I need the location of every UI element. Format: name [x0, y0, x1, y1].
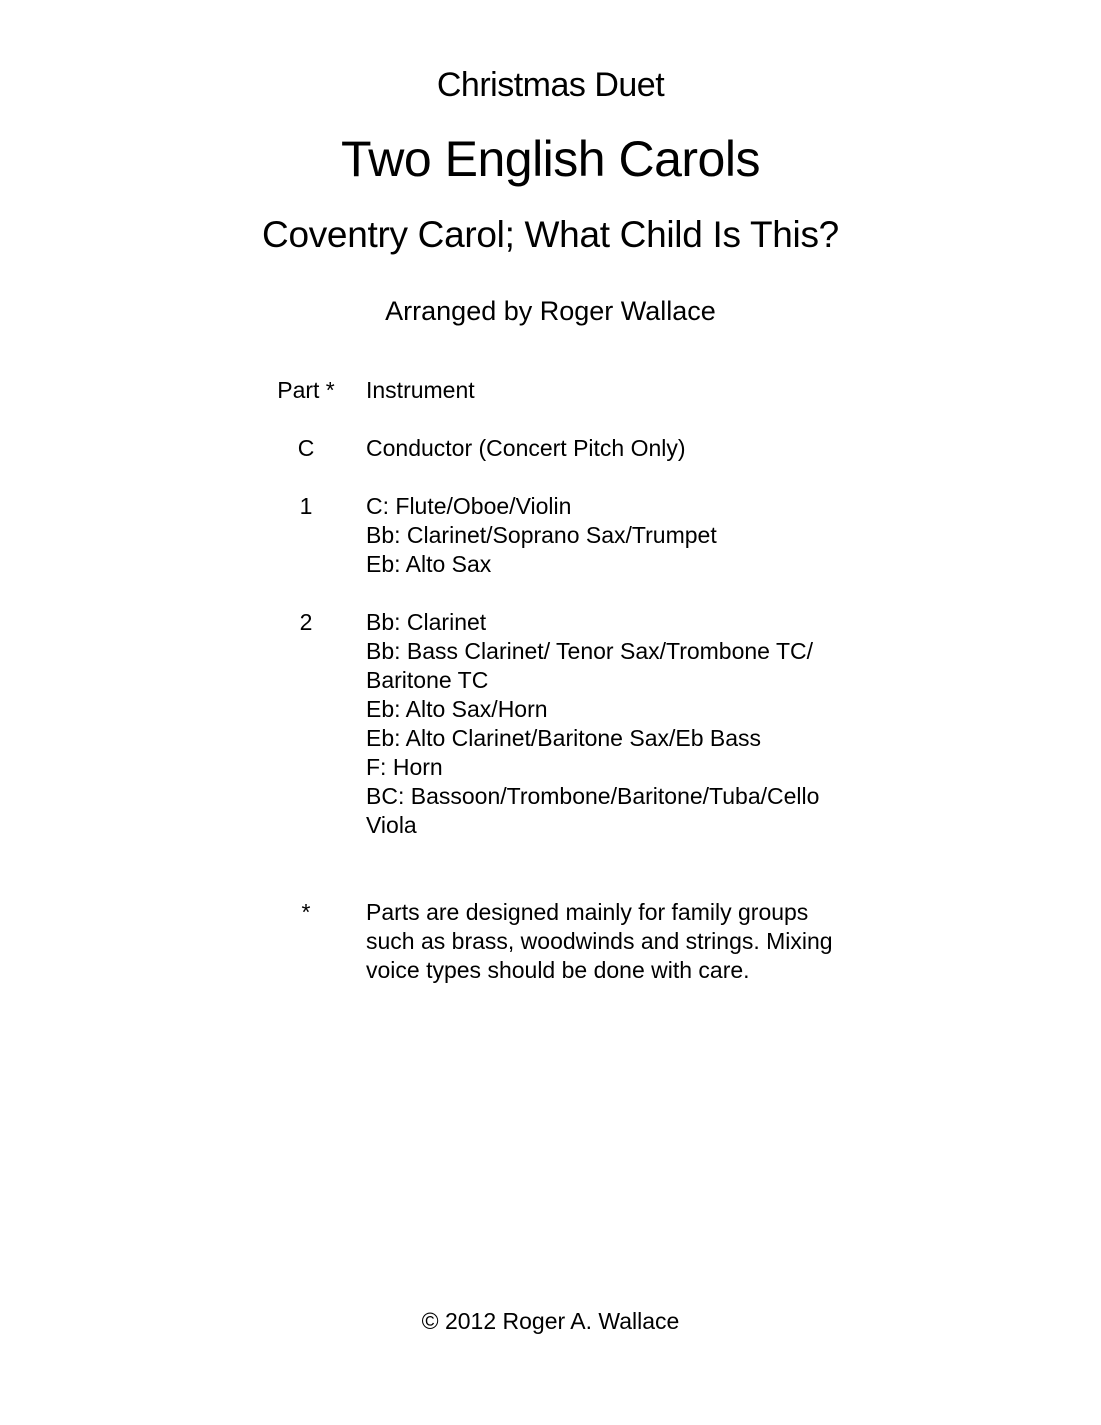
instrument-line: Viola — [366, 812, 417, 838]
instrument-line: F: Horn — [366, 754, 443, 780]
column-header-instrument: Instrument — [366, 377, 475, 403]
part-label: 2 — [299, 609, 313, 635]
instrument-list — [366, 608, 886, 840]
arranger-credit: Arranged by Roger Wallace — [385, 296, 716, 326]
instrument-list — [366, 434, 886, 463]
instrument-line: BC: Bassoon/Trombone/Baritone/Tuba/Cello — [366, 783, 820, 809]
footnote-line: such as brass, woodwinds and strings. Mixing — [366, 928, 833, 954]
instrument-line: Eb: Alto Sax/Horn — [366, 696, 548, 722]
kicker-heading: Christmas Duet — [436, 66, 665, 104]
instrument-line: Eb: Alto Sax — [366, 551, 492, 577]
instrument-line: Bb: Bass Clarinet/ Tenor Sax/Trombone TC/ — [366, 638, 813, 664]
instrument-line: Bb: Clarinet — [366, 609, 487, 635]
page-subtitle: Coventry Carol; What Child Is This? — [262, 214, 839, 255]
footnote-line: Parts are designed mainly for family groups — [366, 899, 809, 925]
footnote-marker: * — [301, 899, 311, 925]
footnote-text — [366, 898, 886, 985]
instrument-line: Conductor (Concert Pitch Only) — [366, 435, 686, 461]
part-label: 1 — [299, 493, 313, 519]
instrument-line: Baritone TC — [366, 667, 489, 693]
copyright-notice: © 2012 Roger A. Wallace — [421, 1308, 680, 1334]
instrument-line: Bb: Clarinet/Soprano Sax/Trumpet — [366, 522, 717, 548]
footnote-line: voice types should be done with care. — [366, 957, 750, 983]
page-title: Two English Carols — [341, 131, 760, 187]
part-label: C — [297, 435, 315, 461]
instrument-line: Eb: Alto Clarinet/Baritone Sax/Eb Bass — [366, 725, 762, 751]
instrument-list — [366, 492, 886, 579]
instrument-line: C: Flute/Oboe/Violin — [366, 493, 572, 519]
column-header-part: Part * — [277, 377, 335, 403]
